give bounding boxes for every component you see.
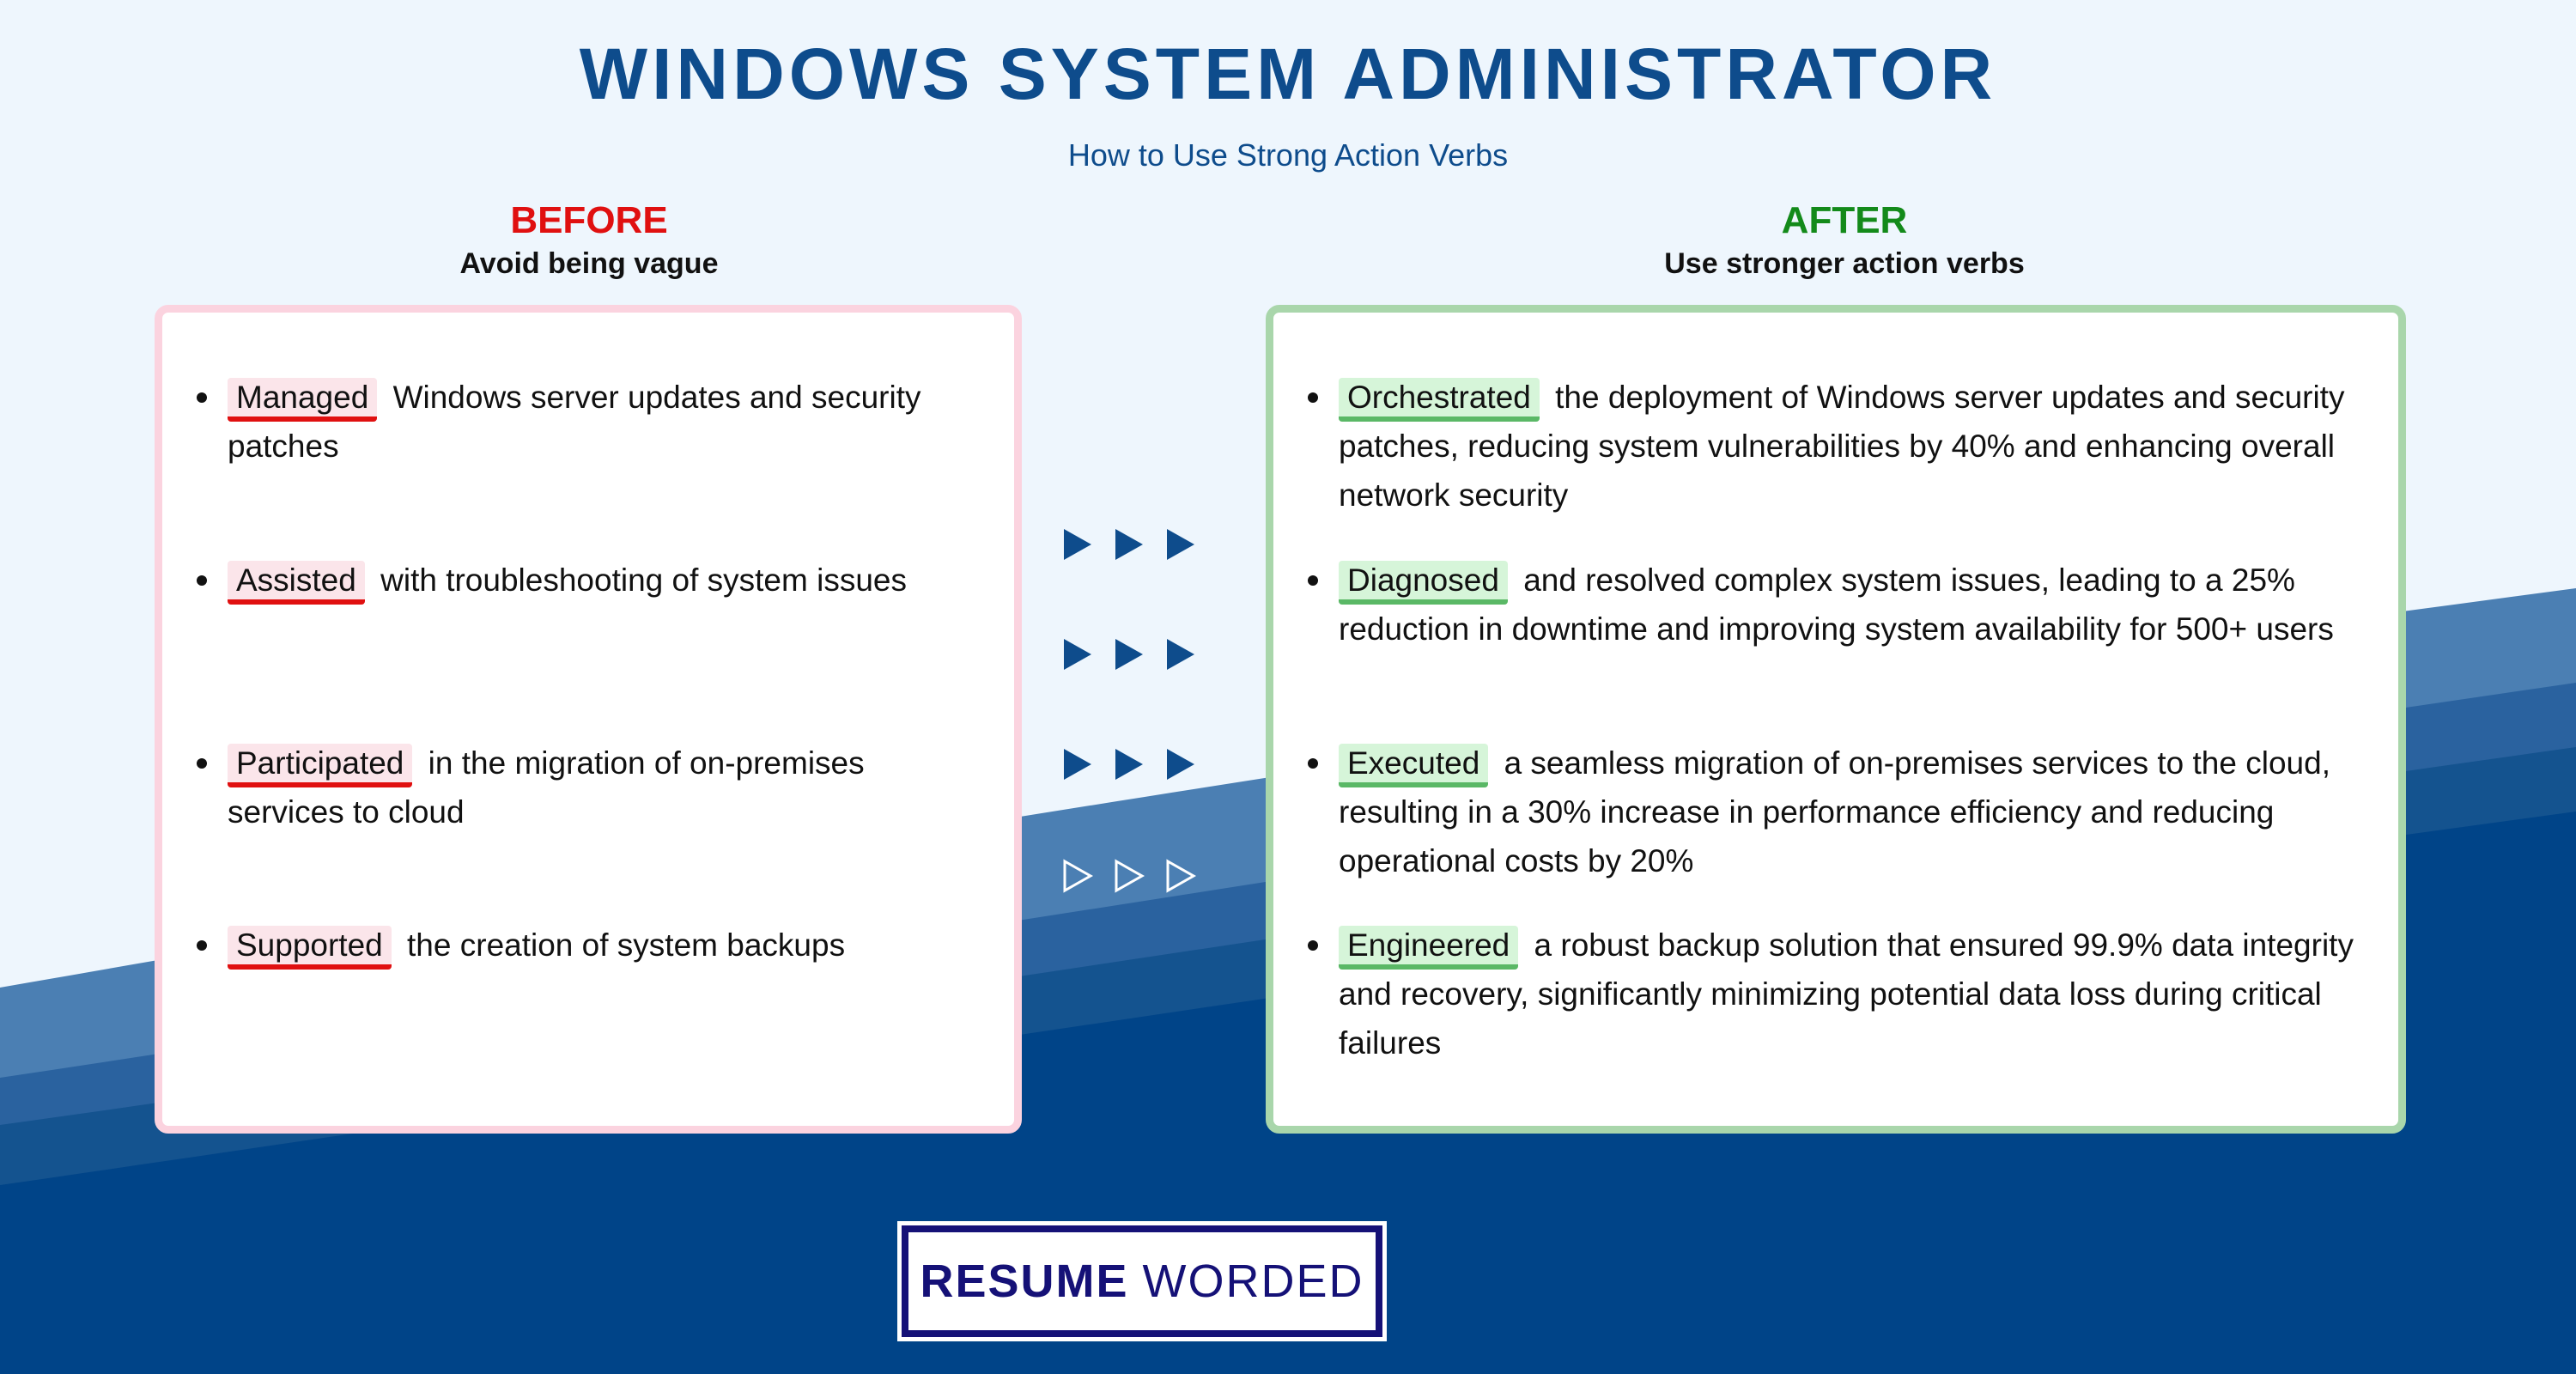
arrow-icon <box>1112 635 1146 673</box>
arrow-row <box>1060 745 1215 788</box>
before-header <box>160 199 1018 281</box>
after-item <box>1339 921 2360 1067</box>
bullet-icon <box>1308 940 1318 951</box>
after-card <box>1266 305 2406 1134</box>
arrow-row <box>1060 857 1215 900</box>
before-item <box>228 556 983 605</box>
after-item <box>1339 739 2360 885</box>
item-text: with troubleshooting of system issues <box>380 562 907 598</box>
outline-arrow-icon <box>1060 857 1095 895</box>
weak-verb: Supported <box>228 926 392 970</box>
resume-worded-logo[interactable] <box>902 1225 1382 1337</box>
item-text: a robust backup solution that ensured 99.9% data integrity and recovery, significantly minimizing potential data loss during critical failures <box>1339 927 2354 1061</box>
arrow-icon <box>1163 526 1198 563</box>
bullet-icon <box>197 940 207 951</box>
before-item <box>228 921 983 970</box>
bullet-icon <box>197 392 207 403</box>
strong-verb: Orchestrated <box>1339 378 1540 422</box>
strong-verb: Engineered <box>1339 926 1518 970</box>
logo-regular-text: WORDED <box>1142 1255 1364 1307</box>
item-text: a seamless migration of on-premises services to the cloud, resulting in a 30% increase in performance efficiency and reducing operational costs by 20% <box>1339 745 2330 879</box>
bullet-icon <box>1308 575 1318 586</box>
after-item <box>1339 373 2360 520</box>
page-title: WINDOWS SYSTEM ADMINISTRATOR <box>579 33 1997 114</box>
before-sublabel: Avoid being vague <box>459 247 719 280</box>
item-text: the deployment of Windows server updates and security patches, reducing system vulnerabilities by 40% and enhancing overall network security <box>1339 380 2345 513</box>
after-header <box>1415 199 2274 281</box>
weak-verb: Managed <box>228 378 377 422</box>
weak-verb: Participated <box>228 744 412 787</box>
item-text: in the migration of on-premises services to cloud <box>228 745 865 830</box>
bullet-icon <box>197 575 207 586</box>
strong-verb: Executed <box>1339 744 1488 787</box>
bullet-icon <box>1308 758 1318 769</box>
bullet-icon <box>197 758 207 769</box>
before-item <box>228 739 983 836</box>
item-text: Windows server updates and security patches <box>228 380 921 464</box>
before-card <box>155 305 1022 1134</box>
arrow-icon <box>1112 526 1146 563</box>
arrow-icon <box>1163 635 1198 673</box>
before-item <box>228 373 983 471</box>
arrow-icon <box>1163 745 1198 783</box>
arrow-row <box>1060 635 1215 678</box>
arrow-row <box>1060 526 1215 568</box>
before-label: BEFORE <box>510 199 668 241</box>
item-text: the creation of system backups <box>407 927 846 963</box>
logo-bold-text: RESUME <box>920 1255 1129 1307</box>
item-text: and resolved complex system issues, leading to a 25% reduction in downtime and improving system availability for 500+ users <box>1339 562 2334 647</box>
page-subtitle: How to Use Strong Action Verbs <box>1067 137 1509 173</box>
arrow-icon <box>1060 526 1095 563</box>
arrow-icon <box>1060 635 1095 673</box>
after-sublabel: Use stronger action verbs <box>1664 247 2025 280</box>
after-item <box>1339 556 2360 654</box>
arrow-icon <box>1060 745 1095 783</box>
bullet-icon <box>1308 392 1318 403</box>
weak-verb: Assisted <box>228 561 365 605</box>
strong-verb: Diagnosed <box>1339 561 1508 605</box>
arrow-icon <box>1112 745 1146 783</box>
outline-arrow-icon <box>1112 857 1146 895</box>
outline-arrow-icon <box>1163 857 1198 895</box>
after-label: AFTER <box>1781 199 1908 241</box>
